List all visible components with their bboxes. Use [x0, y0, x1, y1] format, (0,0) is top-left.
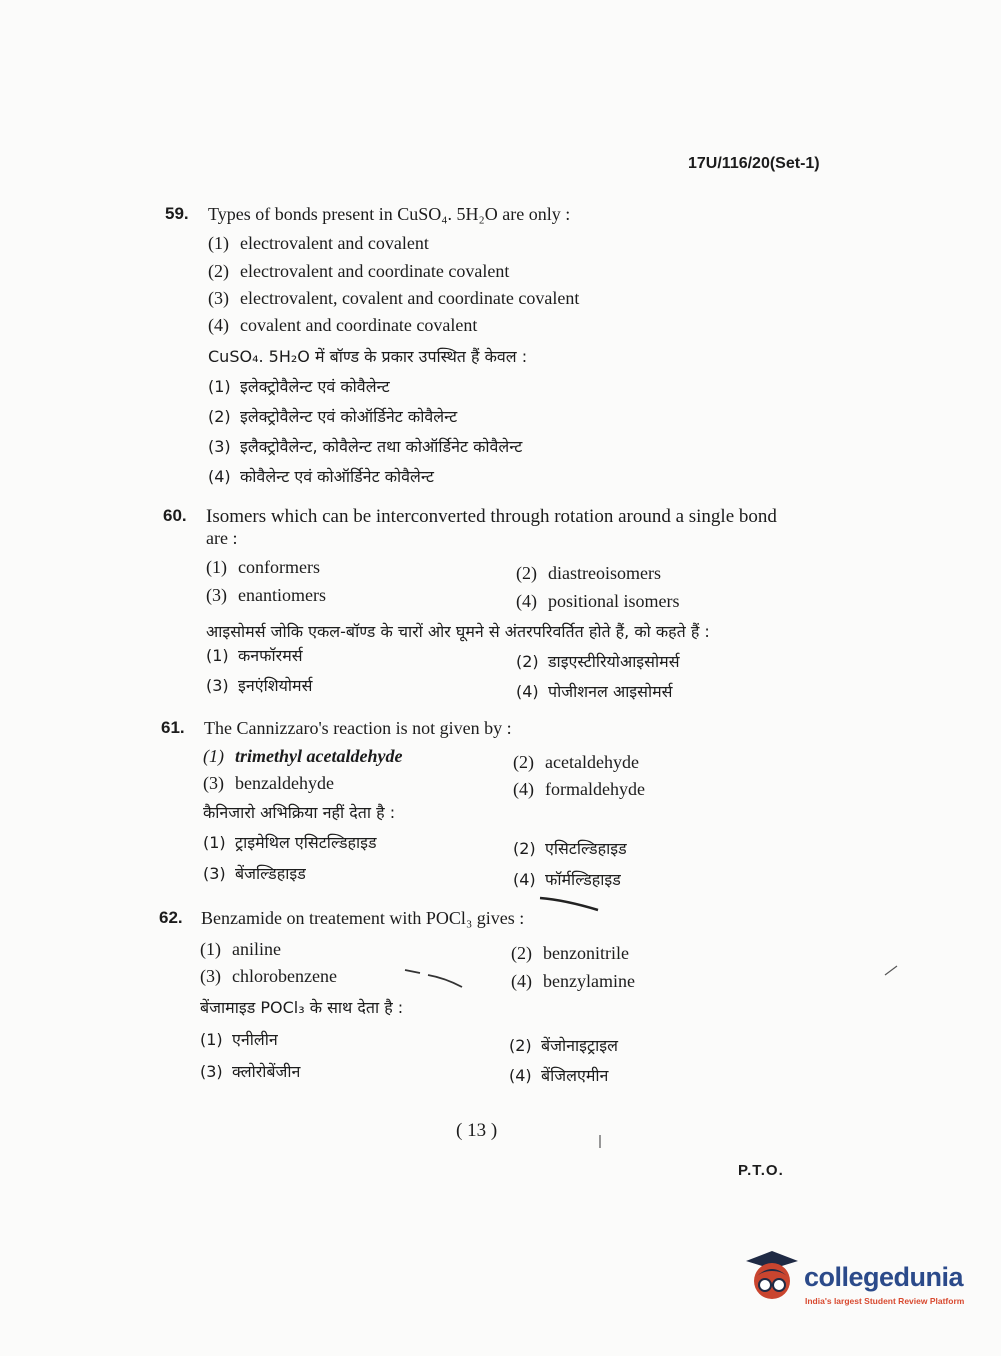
option-hi-4: (4) पोजीशनल आइसोमर्स	[516, 682, 673, 701]
question-text-hi: आइसोमर्स जोकि एकल-बॉण्ड के चारों ओर घूमने से अंतरपरिवर्तित होते हैं, को कहते हैं :	[206, 622, 710, 641]
option-hi-4: (4) कोवैलेन्ट एवं कोऑर्डिनेट कोवैलेन्ट	[208, 467, 434, 486]
question-text-en-line1: Isomers which can be interconverted through rotation around a single bond	[206, 506, 777, 527]
option-en-3: (3) chlorobenzene	[200, 966, 337, 986]
question-text-en: The Cannizzaro's reaction is not given by :	[204, 718, 512, 738]
question-number: 61.	[161, 718, 185, 737]
question-text-hi: बेंजामाइड POCl₃ के साथ देता है :	[200, 998, 404, 1017]
option-hi-2: (2) डाइएस्टीरियोआइसोमर्स	[516, 652, 680, 671]
option-hi-1: (1) एनीलीन	[200, 1030, 278, 1049]
paper-code: 17U/116/20(Set-1)	[688, 155, 820, 172]
option-en-3: (3) benzaldehyde	[203, 773, 334, 793]
option-hi-4: (4) फॉर्मल्डिहाइड	[513, 870, 621, 889]
option-en-4: (4) benzylamine	[511, 971, 635, 991]
mascot-icon	[742, 1247, 804, 1307]
question-text-en: Benzamide on treatement with POCl₃ gives :	[201, 908, 525, 928]
option-en-1: (1) conformers	[206, 557, 320, 577]
question-text-en: Types of bonds present in CuSO₄. 5H₂O are only :	[208, 204, 571, 224]
option-hi-1: (1) इलेक्ट्रोवैलेन्ट एवं कोवैलेन्ट	[208, 377, 390, 396]
option-en-3: (3) electrovalent, covalent and coordinate covalent	[208, 288, 580, 308]
option-hi-4: (4) बेंजिलएमीन	[509, 1066, 609, 1085]
question-text-hi: CuSO₄. 5H₂O में बॉण्ड के प्रकार उपस्थित हैं केवल :	[208, 347, 528, 366]
option-en-1: (1) electrovalent and covalent	[208, 233, 429, 253]
question-number: 62.	[159, 908, 183, 927]
question-text-hi: कैनिजारो अभिक्रिया नहीं देता है :	[203, 803, 396, 822]
option-hi-3: (3) इनएंशियोमर्स	[206, 676, 313, 695]
option-hi-2: (2) एसिटल्डिहाइड	[513, 839, 627, 858]
option-en-2: (2) benzonitrile	[511, 943, 629, 963]
option-en-4: (4) formaldehyde	[513, 779, 645, 799]
pto-label: P.T.O.	[738, 1162, 784, 1179]
question-number: 60.	[163, 506, 187, 525]
option-en-4: (4) positional isomers	[516, 591, 680, 611]
option-hi-3: (3) बेंजल्डिहाइड	[203, 864, 306, 883]
option-en-4: (4) covalent and coordinate covalent	[208, 315, 478, 335]
option-hi-2: (2) इलेक्ट्रोवैलेन्ट एवं कोऑर्डिनेट कोवैलेन्ट	[208, 407, 458, 426]
brand-name: collegedunia	[804, 1262, 964, 1292]
option-hi-2: (2) बेंजोनाइट्राइल	[509, 1036, 618, 1055]
brand-tagline: India's largest Student Review Platform	[805, 1296, 965, 1306]
option-en-3: (3) enantiomers	[206, 585, 326, 605]
option-hi-1: (1) ट्राइमेथिल एसिटल्डिहाइड	[203, 833, 377, 852]
page-number: ( 13 )	[456, 1120, 498, 1141]
option-hi-1: (1) कनफॉरमर्स	[206, 646, 303, 665]
option-en-2: (2) electrovalent and coordinate covalent	[208, 261, 510, 281]
option-en-2: (2) diastreoisomers	[516, 563, 661, 583]
option-hi-3: (3) इलैक्ट्रोवैलेन्ट, कोवैलेन्ट तथा कोऑर्डिनेट कोवैलेन्ट	[208, 437, 523, 456]
option-en-1: (1) trimethyl acetaldehyde	[203, 746, 403, 766]
option-en-1: (1) aniline	[200, 939, 281, 959]
question-number: 59.	[165, 204, 189, 223]
question-text-en-line2: are :	[206, 528, 238, 548]
option-en-2: (2) acetaldehyde	[513, 752, 639, 772]
option-hi-3: (3) क्लोरोबेंजीन	[200, 1062, 301, 1081]
